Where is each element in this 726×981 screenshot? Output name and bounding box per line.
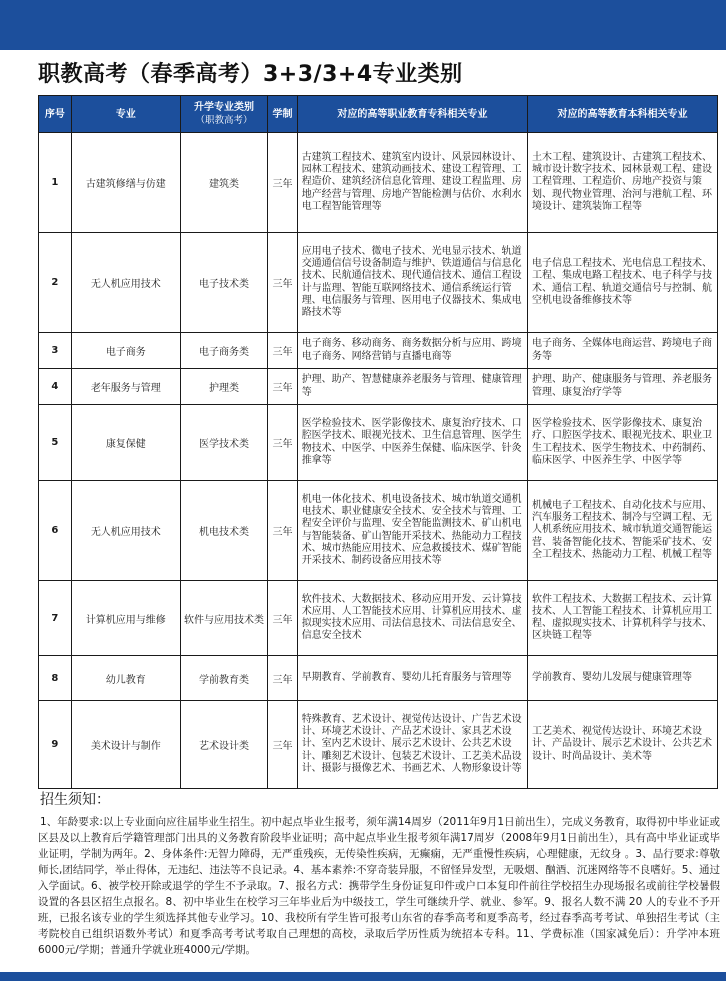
row-major: 电子商务 (71, 333, 180, 369)
row-index: 4 (39, 369, 72, 405)
row-vocational: 软件技术、大数据技术、移动应用开发、云计算技术应用、人工智能技术应用、计算机应用技术、虚拟现实技术应用、司法信息技术、司法信息安全、信息安全技术 (297, 581, 527, 656)
row-undergrad: 土木工程、建筑设计、古建筑工程技术、城市设计数字技术、园林景观工程、建设工程管理、工程造价、房地产投资与策划、现代物业管理、治河与港航工程、环境设计、建筑装饰工程等 (528, 133, 718, 233)
row-index: 7 (39, 581, 72, 656)
row-index: 5 (39, 405, 72, 481)
major-table (38, 95, 718, 789)
row-index: 3 (39, 333, 72, 369)
row-vocational: 早期教育、学前教育、婴幼儿托育服务与管理等 (297, 656, 527, 701)
row-years: 三年 (268, 369, 297, 405)
row-undergrad: 护理、助产、健康服务与管理、养老服务管理、康复治疗学等 (528, 369, 718, 405)
header-vocational: 对应的高等职业教育专科相关专业 (297, 96, 527, 133)
row-vocational: 应用电子技术、微电子技术、光电显示技术、轨道交通通信信号设备制造与维护、铁道通信与信息化技术、民航通信技术、现代通信技术、通信工程设计与监理、智能互联网络技术、通信系统运行管理、电信服务与管理、医用电子仪器技术、集成电路技术等 (297, 233, 527, 333)
admission-notice (38, 790, 720, 958)
row-vocational: 电子商务、移动商务、商务数据分析与应用、跨境电子商务、网络营销与直播电商等 (297, 333, 527, 369)
header-bar (0, 0, 726, 50)
row-years: 三年 (268, 481, 297, 581)
table-row (39, 133, 718, 233)
row-index: 8 (39, 656, 72, 701)
row-undergrad: 机械电子工程技术、自动化技术与应用、汽车服务工程技术、制冷与空调工程、无人机系统应用技术、城市轨道交通智能运营、装备智能化技术、智能采矿技术、安全工程技术、热能动力工程、机械工程等 (528, 481, 718, 581)
row-undergrad: 电子信息工程技术、光电信息工程技术、工程、集成电路工程技术、电子科学与技术、通信工程、轨道交通信号与控制、航空机电设备维修技术等 (528, 233, 718, 333)
row-undergrad: 电子商务、全媒体电商运营、跨境电子商务等 (528, 333, 718, 369)
table-row (39, 656, 718, 701)
row-index: 2 (39, 233, 72, 333)
row-category: 艺术设计类 (180, 701, 267, 789)
row-undergrad: 软件工程技术、大数据工程技术、云计算技术、人工智能工程技术、计算机应用工程、虚拟现实技术、计算机科学与技术、区块链工程等 (528, 581, 718, 656)
header-category-sub: （职教高考） (195, 115, 253, 126)
table-row (39, 333, 718, 369)
row-years: 三年 (268, 233, 297, 333)
row-category: 建筑类 (180, 133, 267, 233)
row-years: 三年 (268, 133, 297, 233)
row-vocational: 医学检验技术、医学影像技术、康复治疗技术、口腔医学技术、眼视光技术、卫生信息管理、医学生物技术、中医学、中医养生保健、临床医学、针灸推拿等 (297, 405, 527, 481)
row-major: 古建筑修缮与仿建 (71, 133, 180, 233)
row-major: 美术设计与制作 (71, 701, 180, 789)
table-row (39, 369, 718, 405)
row-vocational: 特殊教育、艺术设计、视觉传达设计、广告艺术设计、环境艺术设计、产品艺术设计、家具艺术设计、室内艺术设计、展示艺术设计、公共艺术设计、雕刻艺术设计、包装艺术设计、工艺美术品设计、摄影与摄像艺术、书画艺术、人物形象设计等 (297, 701, 527, 789)
row-index: 9 (39, 701, 72, 789)
row-category: 电子商务类 (180, 333, 267, 369)
row-category: 机电技术类 (180, 481, 267, 581)
table-row (39, 405, 718, 481)
row-vocational: 护理、助产、智慧健康养老服务与管理、健康管理等 (297, 369, 527, 405)
row-undergrad: 工艺美术、视觉传达设计、环境艺术设计、产品设计、展示艺术设计、公共艺术设计、时尚品设计、美术等 (528, 701, 718, 789)
header-undergrad: 对应的高等教育本科相关专业 (528, 96, 718, 133)
footer-bar (0, 972, 726, 981)
table-row (39, 701, 718, 789)
notice-body: 1、年龄要求:以上专业面向应往届毕业生招生。初中起点毕业生报考，须年满14周岁（2011年9月1日前出生），完成义务教育，取得初中毕业证或区县及以上教育后学籍管理部门出具的义务教育阶段毕业证明；高中起点毕业生报考须年满17周岁（2008年9月1日前出生），具有高中毕业证或毕业证明，学制为两年。2、身体条件:无智力障碍，无严重残疾，无传染性疾病，无癫痫，无严重慢性疾病，心理健康，无纹身 。3、品行要求:尊敬师长,团结同学，举止得体，无违纪、违法等不良记录。4、基本素养:不穿奇装异服，不留怪异发型，无吸烟、酗酒、沉迷网络等不良嗜好。5、通过入学面试。6、被学校开除或退学的学生不予录取。7、报名方式：携带学生身份证复印件或户口本复印件前往学校招生办现场报名或前往学校暑假设置的各县区招生点报名。8、初中毕业生在校学习三年毕业后为中级技工，学生可继续升学、就业、参军。9、报名人数不满 20 人的专业不予开班，已报名该专业的学生须选择其他专业学习。10、我校所有学生皆可报考山东省的春季高考和夏季高考，经过春季高考考试、单独招生考试（主考院校自已组织语数外考试）和夏季高考考试考取自己理想的高校，录取后学历性质为统招本专科。11、学费标准（国家减免后）：升学冲本班6000元/学期；普通升学就业班4000元/学期。 (38, 816, 720, 956)
table-row (39, 581, 718, 656)
row-index: 1 (39, 133, 72, 233)
row-undergrad: 医学检验技术、医学影像技术、康复治疗、口腔医学技术、眼视光技术、职业卫生工程技术、医学生物技术、中药制药、临床医学、中医养生学、中医学等 (528, 405, 718, 481)
row-major: 康复保健 (71, 405, 180, 481)
row-years: 三年 (268, 581, 297, 656)
table-row (39, 233, 718, 333)
row-years: 三年 (268, 333, 297, 369)
row-major: 无人机应用技术 (71, 233, 180, 333)
header-years: 学制 (268, 96, 297, 133)
row-years: 三年 (268, 701, 297, 789)
row-category: 医学技术类 (180, 405, 267, 481)
header-category-main: 升学专业类别 (194, 102, 255, 113)
row-undergrad: 学前教育、婴幼儿发展与健康管理等 (528, 656, 718, 701)
page-title: 职教高考（春季高考）3+3/3+4专业类别 (38, 62, 463, 87)
row-category: 学前教育类 (180, 656, 267, 701)
row-vocational: 机电一体化技术、机电设备技术、城市轨道交通机电技术、职业健康安全技术、安全技术与管理、工程安全评价与监理、安全智能监测技术、矿山机电与智能装备、矿山智能开采技术、热能动力工程技术、城市热能应用技术、应急救援技术、煤矿智能开采技术、制药设备应用技术等 (297, 481, 527, 581)
row-index: 6 (39, 481, 72, 581)
row-category: 护理类 (180, 369, 267, 405)
row-vocational: 古建筑工程技术、建筑室内设计、风景园林设计、园林工程技术、建筑动画技术、建设工程管理、工程造价、建筑经济信息化管理、建设工程监理、房地产经营与管理、房地产智能检测与估价、水利水电工程智能管理等 (297, 133, 527, 233)
table-header-row (39, 96, 718, 133)
row-category: 软件与应用技术类 (180, 581, 267, 656)
table-row (39, 481, 718, 581)
header-major: 专业 (71, 96, 180, 133)
header-category (180, 96, 267, 133)
notice-title: 招生须知： (40, 792, 110, 808)
row-years: 三年 (268, 405, 297, 481)
row-major: 老年服务与管理 (71, 369, 180, 405)
row-years: 三年 (268, 656, 297, 701)
row-category: 电子技术类 (180, 233, 267, 333)
header-index: 序号 (39, 96, 72, 133)
row-major: 无人机应用技术 (71, 481, 180, 581)
row-major: 计算机应用与维修 (71, 581, 180, 656)
row-major: 幼儿教育 (71, 656, 180, 701)
